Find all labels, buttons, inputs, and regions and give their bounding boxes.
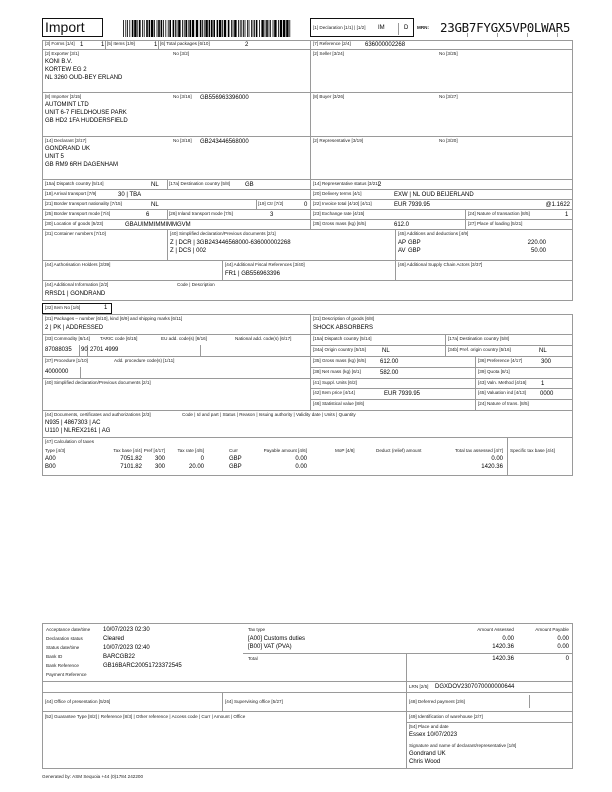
tax-cell: A00: [45, 456, 56, 462]
amount-payable: 0.00: [557, 636, 569, 642]
summary-value: Cleared: [103, 636, 125, 642]
dispatch-value: NL: [151, 181, 159, 188]
supervising-office-label: [44] Supervising office [5/27]: [225, 699, 283, 704]
barcode-bar: [165, 20, 166, 37]
declarant-no: GB243446568000: [200, 138, 249, 145]
ctr-label: [19] Ctr [7/2]: [258, 201, 284, 206]
barcode-bar: [154, 20, 155, 37]
barcode-bar: [161, 20, 163, 37]
gross-value: 612.0: [394, 221, 410, 228]
barcode-bar: [139, 20, 141, 37]
dispatch-label: [15a] Dispatch country [5/14]: [45, 181, 104, 186]
barcode-bar: [196, 20, 198, 37]
buyer-label: [8] Buyer [3/26]: [313, 94, 345, 99]
barcode-bar: [273, 20, 274, 37]
net-label: [38] Net mass (kg) [6/1]: [313, 369, 361, 374]
barcode-bar: [233, 20, 234, 37]
signature-line: Chris Wood: [409, 759, 441, 765]
preference-value: 300: [541, 358, 552, 365]
barcode-bar: [144, 20, 145, 37]
declarant-line: UNIT 5: [45, 154, 64, 160]
specific-tax-box: [507, 437, 573, 476]
barcode-bar: [132, 20, 134, 37]
location-label: [30] Location of goods [5/23]: [45, 221, 103, 226]
additional-info-value: RRSD1 | GONDRAND: [45, 291, 106, 297]
barcode-bar: [168, 20, 169, 37]
warehouse-label: [49] Identification of warehouse [2/7]: [409, 714, 483, 719]
invoice-value: EUR 7939.95: [394, 201, 431, 208]
net-value: 582.00: [380, 369, 399, 376]
origin-label: [34a] Origin country [5/15]: [313, 347, 366, 352]
barcode-bar: [151, 20, 153, 37]
specific-tax-label: Specific tax base [4/4]: [510, 448, 555, 453]
delivery-value: EXW | NL OUD BEIJERLAND: [394, 191, 474, 198]
border-mode-label: [25] Border transport mode [7/4]: [45, 211, 111, 216]
barcode-bar: [280, 20, 282, 37]
summary-value: BARCGB22: [103, 654, 136, 660]
barcode-bar: [249, 20, 250, 37]
total-packages-value: 2: [245, 41, 249, 48]
stat-label: [46] Statistical value [8/6]: [313, 401, 365, 406]
divider: [167, 209, 168, 219]
barcode-bar: [188, 20, 189, 37]
additions-label: [45] Additions and deductions [4/9]: [398, 231, 469, 236]
summary-label: Declaration status: [46, 636, 83, 641]
items-label: [5] Items [1/9]: [107, 41, 135, 46]
divider: [79, 345, 80, 356]
location-value: GBAUIMMIMMIMMGVM: [125, 221, 191, 228]
simplified-label: [40] Simplified declaration/Previous documents [2/1]: [170, 231, 276, 236]
reference-label: [7] Reference [2/4]: [313, 41, 351, 46]
barcode-bar: [266, 20, 268, 37]
barcode-bar: [163, 20, 164, 37]
commodity-value: 87088035: [45, 347, 72, 353]
barcode-bar: [123, 20, 124, 37]
item-nature-label: [24] Nature of trans. [8/5]: [478, 401, 529, 406]
barcode-bar: [219, 20, 221, 37]
nature-value: 1: [565, 211, 569, 218]
summary-value: 10/07/2023 02:40: [103, 645, 150, 651]
barcode-bar: [270, 20, 271, 37]
item-dispatch-label: [15a] Dispatch country [5/14]: [313, 336, 372, 341]
items-value: 1: [154, 41, 158, 48]
barcode-bar: [243, 20, 244, 37]
invoice-label: [22] Invoice total [4/10] [4/11]: [313, 201, 372, 206]
taxes-label: [47] Calculation of taxes: [45, 439, 95, 444]
summary-label: Status date/time: [46, 645, 80, 650]
border-nat-label: [21] Border transport nationality [7/15]: [45, 201, 122, 206]
seller-no-label: No [3/25]: [439, 51, 458, 56]
reference-value: 636000002268: [365, 41, 406, 48]
importer-line: AUTOMINT LTD: [45, 102, 89, 108]
mrn-value: 23GB7FYGX5VP0LWAR5: [440, 20, 571, 35]
summary-value: 10/07/2023 02:30: [103, 627, 150, 633]
description-label: [31] Description of goods [6/8]: [313, 316, 375, 321]
barcode-bar: [261, 20, 263, 37]
addition-curr: GBP: [408, 240, 421, 246]
declaration-label: [1] Declaration [1/1] | [1/2]: [313, 25, 366, 30]
exporter-label: [2] Exporter [3/1]: [45, 51, 79, 56]
place-date-label: [54] Place and date: [409, 724, 449, 729]
documents-columns: Code | Id and part | Status | Reason | Issuing authority | Validity date | Units | Quantity: [182, 412, 356, 417]
forms-value: 1: [80, 41, 84, 48]
barcode-bar: [231, 20, 232, 37]
ctr-value: 0: [304, 201, 308, 208]
exporter-no-label: No [3/2]: [173, 51, 190, 56]
divider: [256, 199, 257, 209]
valn-value: 1: [541, 380, 545, 387]
barcode-bar: [146, 20, 148, 37]
tax-type-label: Tax type: [248, 627, 266, 632]
amount-assessed: 1420.36: [492, 644, 514, 650]
barcode-bar: [256, 20, 258, 37]
barcode: [123, 20, 291, 37]
seller-label: [2] Seller [3/24]: [313, 51, 344, 56]
barcode-bar: [125, 20, 126, 37]
forms-total: 1: [101, 41, 105, 48]
total-assessed: 1420.36: [492, 656, 514, 662]
invoice-rate: @1.1622: [545, 201, 570, 208]
item-destination-label: [17a] Destination country [5/8]: [448, 336, 510, 341]
auth-holders-label: [44] Authorisation Holders [3/39]: [45, 262, 111, 267]
addition-curr: GBP: [408, 248, 421, 254]
importer-line: GB HD2 1FA HUDDERSFIELD: [45, 118, 128, 124]
tax-column-header: Deduct (relief) amount: [376, 448, 422, 453]
barcode-bar: [184, 20, 185, 37]
delivery-label: [20] Delivery terms [4/1]: [313, 191, 362, 196]
representative-label: [2] Representative [3/19]: [313, 138, 364, 143]
divider: [167, 179, 168, 189]
barcode-bar: [177, 20, 178, 37]
commodity-label: [33] Commodity [6/14]: [45, 336, 90, 341]
barcode-bar: [189, 20, 191, 37]
rep-status-value: 2: [378, 181, 382, 188]
barcode-bar: [127, 20, 128, 37]
barcode-bar: [254, 20, 255, 37]
signature-label: Signature and name of declarant/representative [1/8]: [409, 743, 517, 748]
divider: [527, 33, 528, 37]
divider: [557, 33, 558, 37]
tax-column-header: Tax base [4/4]: [113, 448, 142, 453]
destination-label: [17a] Destination country [5/8]: [169, 181, 231, 186]
tax-type: [A00] Customs duties: [248, 636, 306, 642]
tax-column-header: Total tax assessed [4/7]: [454, 448, 503, 453]
amount-assessed-label: Amount Assessed: [477, 627, 514, 632]
arrival-value: 30 | TBA: [118, 191, 142, 198]
footer-generated-by: Generated by: ASM Sequoia +44 (0)1784 242200: [42, 774, 144, 779]
item-simplified-label: [40] Simplified declaration/Previous documents [2/1]: [45, 380, 151, 385]
simplified-line: Z | DCS | 002: [170, 248, 207, 254]
representative-no-label: No [3/20]: [439, 138, 458, 143]
exporter-line: KORTEW EG 2: [45, 67, 87, 73]
barcode-bar: [209, 20, 211, 37]
addition-code: AP: [398, 240, 407, 246]
addition-amount: 220.00: [527, 240, 546, 246]
tax-cell: 0.00: [295, 456, 307, 462]
divider: [243, 653, 573, 654]
total-payable: 0: [565, 656, 569, 662]
barcode-bar: [211, 20, 213, 37]
divider: [529, 695, 530, 708]
item-gross-label: [35] Gross mass (kg) [6/5]: [313, 358, 366, 363]
barcode-bar: [245, 20, 246, 37]
declarant-line: GONDRAND UK: [45, 146, 91, 152]
barcode-bar: [228, 20, 230, 37]
amount-payable-label: Amount Payable: [535, 627, 569, 632]
declaration-type-2: D: [404, 25, 409, 31]
barcode-bar: [283, 20, 285, 37]
amount-payable: 0.00: [557, 644, 569, 650]
document-row: U110 | NLREX2161 | AG: [45, 428, 111, 434]
tax-cell: GBP: [229, 456, 242, 462]
val-ind-value: 0000: [540, 390, 554, 397]
barcode-bar: [238, 20, 239, 37]
tax-cell: 300: [154, 456, 165, 462]
divider: [467, 33, 468, 37]
tax-column-header: Payable amount [4/6]: [263, 448, 307, 453]
deferred-payment-label: [48] Deferred payment [2/6]: [409, 699, 465, 704]
document-row: N935 | 4867303 | AC: [45, 420, 101, 426]
nature-label: [24] Nature of transaction [8/5]: [468, 211, 530, 216]
containers-label: [31] Container numbers [7/10]: [45, 231, 106, 236]
pref-origin-label: [34b] Pref. origin country [5/16]: [448, 347, 511, 352]
tax-cell: 1420.36: [481, 464, 503, 470]
val-ind-label: [45] Valuation ind [4/13]: [478, 390, 526, 395]
barcode-bar: [169, 20, 171, 37]
border-mode-value: 6: [146, 211, 150, 218]
tax-column-header: Curr: [229, 448, 238, 453]
description-value: SHOCK ABSORBERS: [313, 325, 374, 331]
destination-value: GB: [245, 181, 254, 188]
summary-value: GB16BARC20051723372545: [103, 663, 182, 669]
summary-label: Bank Reference: [46, 663, 79, 668]
mrn-label: MRN:: [417, 25, 429, 30]
exporter-line: NL 3260 OUD-BEY ERLAND: [45, 75, 123, 81]
supply-chain-label: [46] Additional Supply Chain Actors [3/37]: [398, 262, 483, 267]
divider: [398, 23, 399, 35]
declarant-label: [14] Declarant [3/17]: [45, 138, 87, 143]
barcode-bar: [217, 20, 219, 37]
inland-mode-value: 3: [270, 211, 274, 218]
barcode-bar: [149, 20, 151, 37]
barcode-bar: [240, 20, 241, 37]
additional-info-label: [44] Additional Information [2/2]: [45, 282, 109, 287]
tax-type: [B00] VAT (PVA): [248, 644, 292, 650]
divider: [80, 367, 81, 378]
nat-add-label: National add. code(s) [6/17]: [235, 336, 292, 341]
declarant-no-label: No [3/18]: [173, 138, 192, 143]
barcode-bar: [247, 20, 248, 37]
barcode-bar: [265, 20, 266, 37]
procedure-label: [37] Procedure [1/10]: [45, 358, 88, 363]
barcode-bar: [241, 20, 242, 37]
summary-label: Payment Reference: [46, 672, 87, 677]
barcode-bar: [204, 20, 205, 37]
tax-column-header: Tax rate [4/5]: [177, 448, 204, 453]
tax-cell: 300: [154, 464, 165, 470]
summary-label: Bank ID: [46, 654, 63, 659]
valn-label: [43] Valn. Method [4/16]: [478, 380, 527, 385]
barcode-bar: [251, 20, 252, 37]
barcode-bar: [224, 20, 226, 37]
barcode-bar: [173, 20, 175, 37]
arrival-label: [18] Arrival transport [7/9]: [45, 191, 97, 196]
forms-label: [3] Forms [1/4]: [45, 41, 75, 46]
addition-amount: 50.00: [530, 248, 546, 254]
add-codes-value: 2701 4999: [90, 347, 119, 353]
barcode-bar: [134, 20, 136, 37]
barcode-bar: [205, 20, 207, 37]
summary-label: Acceptance date/time: [46, 627, 91, 632]
gross-label: [35] Gross mass (kg) [6/5]: [313, 221, 366, 226]
tax-cell: 20.00: [188, 464, 204, 470]
barcode-bar: [137, 20, 138, 37]
tax-cell: GBP: [229, 464, 242, 470]
loading-label: [27] Place of loading [5/21]: [468, 221, 523, 226]
item-gross-value: 612.00: [380, 358, 399, 365]
exchange-label: [23] Exchange rate [4/15]: [313, 211, 365, 216]
quota-label: [39] Quota [8/1]: [478, 369, 510, 374]
tax-cell: 0.00: [491, 456, 503, 462]
importer-line: UNIT 6-7 FIELDHOUSE PARK: [45, 110, 127, 116]
add-proc-label: Add. procedure code(s) [1/11]: [114, 358, 175, 363]
pref-origin-value: NL: [539, 347, 547, 354]
amount-assessed: 0.00: [502, 636, 514, 642]
simplified-line: Z | DCR | 3GB243446568000-636000002268: [170, 240, 291, 246]
barcode-bar: [253, 20, 254, 37]
barcode-bar: [185, 20, 187, 37]
additional-info-code-label: Code | Description: [177, 282, 215, 287]
taric-value: 90: [81, 347, 88, 353]
eu-add-label: EU add. code(s) [6/16]: [161, 336, 207, 341]
tax-cell: 0: [200, 456, 204, 462]
packages-label: [31] Packages – number [6/10], kind [6/9] and shipping marks [6/11]: [45, 316, 183, 321]
declarant-line: GB RM9 6RH DAGENHAM: [45, 162, 119, 168]
barcode-bar: [286, 20, 288, 37]
tax-cell: 0.00: [295, 464, 307, 470]
barcode-bar: [175, 20, 176, 37]
barcode-bar: [157, 20, 158, 37]
tax-column-header: Pref [4/17]: [143, 448, 165, 453]
barcode-bar: [274, 20, 276, 37]
packages-value: 2 | PK | ADDRESSED: [45, 325, 104, 331]
item-no-value: 1: [104, 305, 108, 311]
addition-code: AV: [398, 248, 406, 254]
barcode-bar: [158, 20, 160, 37]
importer-no: GB556963396000: [200, 94, 249, 101]
taric-label: TARIC code [6/15]: [100, 336, 138, 341]
barcode-bar: [129, 20, 130, 37]
document-type-title: Import: [45, 19, 85, 35]
barcode-bar: [222, 20, 223, 37]
guarantee-box: [42, 711, 407, 769]
tax-column-header: MoP [4/8]: [335, 448, 355, 453]
tax-cell: 7051.82: [120, 456, 142, 462]
barcode-bar: [202, 20, 203, 37]
suppl-label: [41] Suppl. Units [6/2]: [313, 380, 357, 385]
importer-no-label: No [3/16]: [173, 94, 192, 99]
origin-value: NL: [382, 347, 390, 354]
barcode-bar: [234, 20, 236, 37]
inland-mode-label: [26] Inland transport mode [7/5]: [169, 211, 233, 216]
office-presentation-label: [44] Office of presentation [5/26]: [45, 699, 111, 704]
barcode-bar: [213, 20, 215, 37]
barcode-bar: [269, 20, 270, 37]
border-nat-value: NL: [151, 201, 159, 208]
place-date-value: Essex 10/07/2023: [409, 732, 458, 738]
tax-cell: B00: [45, 464, 56, 470]
guarantee-label: [52] Guarantee Type [8/2] | Reference [8/3] | Other reference | Access code | Curr | Amount | Office: [45, 714, 246, 719]
signature-line: Gondrand UK: [409, 751, 446, 757]
declaration-type: IM: [378, 25, 385, 31]
fiscal-refs-value: FR1 | GB556963396: [225, 271, 280, 277]
total-label: Total: [248, 656, 258, 661]
tax-column-header: Type [4/3]: [45, 448, 66, 453]
exporter-line: KONI B.V.: [45, 59, 73, 65]
total-packages-label: [6] Total packages [6/10]: [160, 41, 210, 46]
lrn-value: DGXDOV2307070000000644: [435, 684, 515, 690]
barcode-bar: [259, 20, 260, 37]
fiscal-refs-label: [44] Additional Fiscal References [3/40]: [225, 262, 305, 267]
price-value: EUR 7939.95: [384, 390, 421, 397]
tax-cell: 7101.82: [120, 464, 142, 470]
procedure-value: 4000000: [45, 369, 69, 375]
lrn-label: LRN [2/5]: [409, 683, 429, 689]
rep-status-label: [14] Representative status [3/21]: [313, 181, 380, 186]
documents-label: [44] Documents, certificates and authorizations [2/3]: [45, 412, 151, 417]
barcode-bar: [182, 20, 183, 37]
barcode-bar: [192, 20, 194, 37]
buyer-no-label: No [3/27]: [439, 94, 458, 99]
price-label: [42] Item price [4/14]: [313, 390, 355, 395]
importer-label: [8] Importer [3/15]: [45, 94, 82, 99]
divider: [497, 33, 498, 37]
item-no-label: [32] Item No [1/6]: [45, 305, 81, 310]
barcode-bar: [278, 20, 279, 37]
additional-info-box: [42, 280, 573, 301]
barcode-bar: [178, 20, 180, 37]
barcode-bar: [289, 20, 290, 37]
divider: [200, 345, 201, 356]
barcode-bar: [142, 20, 143, 37]
preference-label: [36] Preference [4/17]: [478, 358, 523, 363]
barcode-bar: [200, 20, 202, 37]
